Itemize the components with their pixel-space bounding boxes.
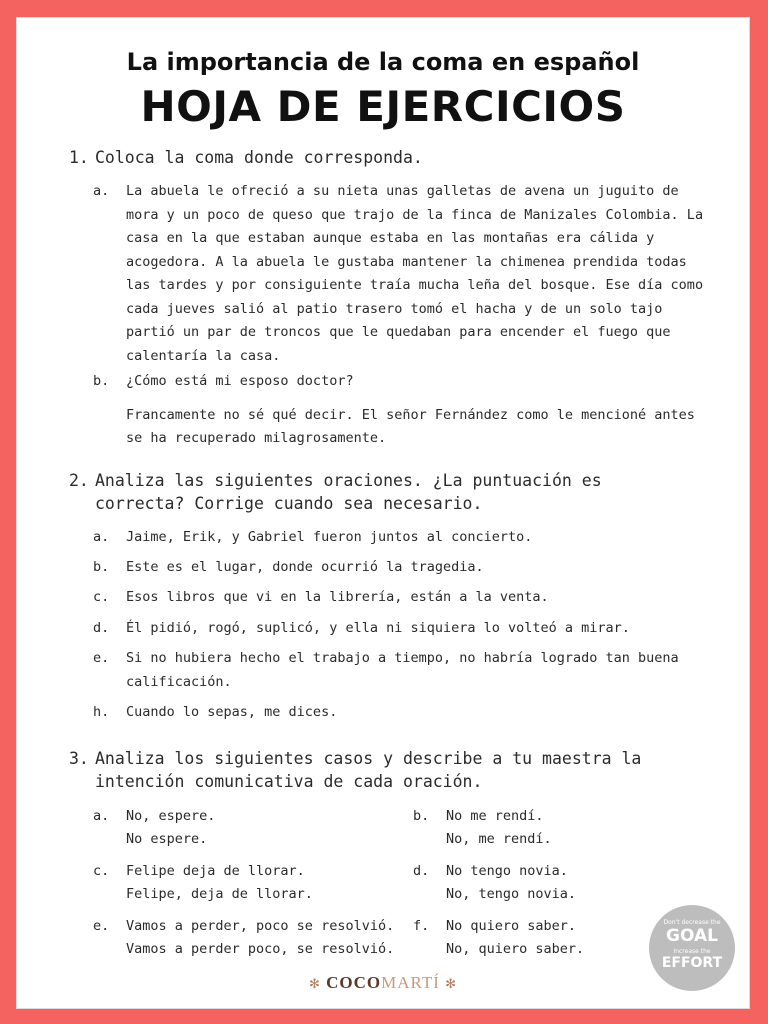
brand-name-bold: COCO [326,973,382,992]
item-letter: h. [93,704,110,720]
item-letter: a. [93,529,110,545]
question-3 [69,747,709,793]
sentence-2: Vamos a perder poco, se resolvió. [126,941,395,957]
item-letter: a. [93,183,110,199]
sentence-2: No, tengo novia. [446,886,577,902]
item-letter: e. [93,918,110,934]
question-text: Analiza las siguientes oraciones. ¿La puntuación es correcta? Corrige cuando sea necesario. [95,471,602,513]
question-2 [69,469,709,515]
sentence-1: No quiero saber. [446,918,577,934]
question-number: 1. [69,148,89,167]
item-text: Este es el lugar, donde ocurrió la tragedia. [126,559,484,575]
sentence-2: No, me rendí. [446,831,552,847]
item-text: Esos libros que vi en la librería, están a la venta. [126,589,549,605]
question-text: Analiza los siguientes casos y describe a tu maestra la intención comunicativa de cada oración. [95,749,642,791]
worksheet-subtitle: La importancia de la coma en español [126,48,640,76]
item-letter: c. [93,589,110,605]
brand-footer [17,973,749,993]
question-number: 3. [69,749,89,768]
item-paragraph: ¿Cómo está mi esposo doctor? [126,373,354,389]
ornament-icon: ✻ [445,976,458,992]
item-letter: b. [413,808,430,824]
question-number: 2. [69,471,89,490]
item-text: Cuando lo sepas, me dices. [126,704,338,720]
sentence-2: No espere. [126,831,208,847]
worksheet-page [16,17,750,1009]
item-letter: c. [93,863,110,879]
item-text: Jaime, Erik, y Gabriel fueron juntos al concierto. [126,529,533,545]
item-letter: f. [413,918,430,934]
sentence-2: No, quiero saber. [446,941,585,957]
sentence-1: No, espere. [126,808,216,824]
item-letter: e. [93,650,110,666]
brand-name-light: MARTÍ [381,973,440,992]
sentence-1: No me rendí. [446,808,544,824]
badge-line-3: Increase the [673,948,711,955]
sentence-1: Felipe deja de llorar. [126,863,305,879]
question-1 [69,146,709,169]
sentence-1: Vamos a perder, poco se resolvió. [126,918,395,934]
item-paragraph: Francamente no sé qué decir. El señor Fernández como le mencioné antes se ha recuperado milagrosamente. [126,406,695,446]
sentence-1: No tengo novia. [446,863,568,879]
item-text: Él pidió, rogó, suplicó, y ella ni siquiera lo volteó a mirar. [126,620,630,636]
badge-line-4: EFFORT [661,955,723,971]
worksheet-title: HOJA DE EJERCICIOS [140,82,626,131]
item-letter: b. [93,559,110,575]
item-paragraph: La abuela le ofreció a su nieta unas galletas de avena un juguito de mora y un poco de queso que trajo de la finca de Manizales Colombia. La casa en la que estaban aunque estaba en las montañas era cálida y acogedora. A la abuela le gustaba mantener la chimenea prendida todas las tardes y por consiguiente traía mucha leña del bosque. Ese día como cada jueves salió al patio trasero tomó el hacha y de un solo tajo partió un par de troncos que le quedaban para encender el fuego que calentaría la casa. [126,183,704,364]
sentence-2: Felipe, deja de llorar. [126,886,313,902]
badge-line-1: Don't decrease the [663,919,721,926]
item-letter: d. [413,863,430,879]
item-letter: a. [93,808,110,824]
ornament-icon: ✻ [308,976,321,992]
item-text: Si no hubiera hecho el trabajo a tiempo, no habría logrado tan buena calificación. [126,650,679,690]
badge-line-2: GOAL [666,926,718,946]
item-letter: d. [93,620,110,636]
question-text: Coloca la coma donde corresponda. [95,148,423,167]
item-letter: b. [93,373,110,389]
